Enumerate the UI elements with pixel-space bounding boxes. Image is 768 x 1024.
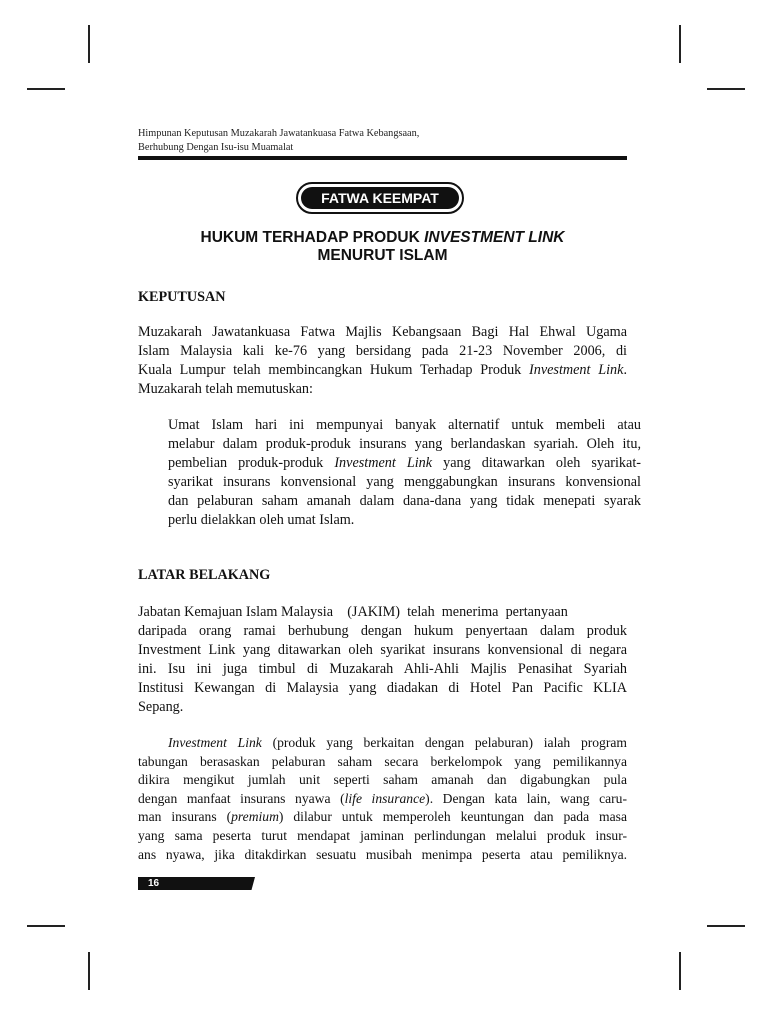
latar-paragraph-2 bbox=[138, 734, 627, 864]
header-rule bbox=[138, 156, 627, 160]
keputusan-line-1: Muzakarah Jawatankuasa Fatwa Majlis Kebangsaan Bagi Hal Ehwal Ugama bbox=[138, 324, 627, 340]
title-line-2: MENURUT ISLAM bbox=[317, 247, 448, 264]
latar-p2-line-4-prefix: dengan manfaat insurans nyawa ( bbox=[138, 790, 345, 806]
latar-p2-line-1-italic: Investment Link bbox=[168, 735, 262, 750]
decision-line-3-prefix: pembelian produk-produk bbox=[168, 455, 335, 471]
keputusan-paragraph bbox=[138, 323, 627, 399]
running-head bbox=[138, 127, 628, 155]
keputusan-line-3-italic: Investment Link bbox=[529, 362, 624, 378]
running-head-line-1: Himpunan Keputusan Muzakarah Jawatankuasa Fatwa Kebangsaan, bbox=[138, 128, 420, 139]
crop-mark-bottom-left-vertical bbox=[88, 952, 90, 990]
title-line-1-italic: INVESTMENT LINK bbox=[424, 229, 565, 246]
fatwa-badge bbox=[296, 182, 464, 214]
decision-line-3 bbox=[168, 454, 641, 473]
decision-line-2: melabur dalam produk-produk insurans yang berlandaskan syariah. Oleh itu, bbox=[168, 436, 641, 452]
latar-p1-line-3: Investment Link yang ditawarkan oleh syarikat insurans konvensional di negara bbox=[138, 642, 627, 658]
latar-p2-line-1-suffix: (produk yang berkaitan dengan pelaburan) ialah program bbox=[261, 735, 627, 750]
decision-line-5: dan pelaburan saham amanah dalam dana-dana yang tidak menepati syarak bbox=[168, 493, 641, 509]
latar-p2-line-1 bbox=[138, 734, 627, 753]
section-heading-keputusan: KEPUTUSAN bbox=[138, 289, 226, 305]
decision-line-3-suffix: yang ditawarkan oleh syarikat- bbox=[432, 455, 641, 471]
fatwa-badge-label: FATWA KEEMPAT bbox=[301, 187, 459, 209]
latar-p2-line-4-italic: life insurance bbox=[344, 790, 426, 806]
title-line-1-prefix: HUKUM TERHADAP PRODUK bbox=[200, 229, 425, 246]
latar-p1-line-5: Institusi Kewangan di Malaysia yang diadakan di Hotel Pan Pacific KLIA bbox=[138, 680, 627, 696]
latar-p2-line-5 bbox=[138, 808, 627, 827]
latar-p1-line-4: ini. Isu ini juga timbul di Muzakarah Ahli-Ahli Majlis Penasihat Syariah bbox=[138, 661, 627, 677]
latar-p2-line-4 bbox=[138, 790, 627, 809]
latar-p2-line-6: yang sama peserta turut mendapat jaminan perlindungan melalui produk insur- bbox=[138, 827, 627, 843]
crop-mark-top-right-horizontal bbox=[707, 88, 745, 90]
crop-mark-bottom-left-horizontal bbox=[27, 925, 65, 927]
keputusan-line-3 bbox=[138, 361, 627, 380]
latar-paragraph-1 bbox=[138, 603, 627, 717]
crop-mark-top-left-horizontal bbox=[27, 88, 65, 90]
page-title bbox=[138, 229, 627, 265]
keputusan-line-4: Muzakarah telah memutuskan: bbox=[138, 381, 313, 397]
crop-mark-top-right-vertical bbox=[679, 25, 681, 63]
page-number: 16 bbox=[148, 878, 160, 889]
latar-p2-line-5-prefix: man insurans ( bbox=[138, 809, 232, 825]
latar-p2-line-7: ans nyawa, jika ditakdirkan sesuatu musibah menimpa peserta atau pemiliknya. bbox=[138, 846, 627, 862]
keputusan-line-3-suffix: . bbox=[623, 362, 627, 378]
decision-line-3-italic: Investment Link bbox=[334, 455, 433, 471]
crop-mark-top-left-vertical bbox=[88, 25, 90, 63]
latar-p1-line-6: Sepang. bbox=[138, 699, 184, 715]
latar-p2-line-5-italic: premium bbox=[231, 809, 279, 825]
running-head-line-2: Berhubung Dengan Isu-isu Muamalat bbox=[138, 142, 294, 153]
latar-p2-line-4-suffix: ). Dengan kata lain, wang caru- bbox=[425, 790, 628, 806]
decision-line-4: syarikat insurans konvensional yang menggabungkan insurans konvensional bbox=[168, 474, 641, 490]
crop-mark-bottom-right-vertical bbox=[679, 952, 681, 990]
section-heading-latar-belakang: LATAR BELAKANG bbox=[138, 567, 271, 583]
keputusan-line-2: Islam Malaysia kali ke-76 yang bersidang pada 21-23 November 2006, di bbox=[138, 343, 627, 359]
latar-p2-line-5-suffix: ) dilabur untuk memperoleh keuntungan dan pada masa bbox=[278, 809, 627, 825]
latar-p2-line-2: tabungan berasaskan pelaburan saham secara berkelompok yang pemilikannya bbox=[138, 753, 627, 769]
latar-p2-line-3: dikira mengikut jumlah unit seperti saham amanah dan digabungkan pula bbox=[138, 772, 627, 788]
latar-p1-line-2: daripada orang ramai berhubung dengan hukum penyertaan dalam produk bbox=[138, 623, 627, 639]
crop-mark-bottom-right-horizontal bbox=[707, 925, 745, 927]
decision-line-1: Umat Islam hari ini mempunyai banyak alternatif untuk membeli atau bbox=[168, 417, 641, 433]
keputusan-line-3-prefix: Kuala Lumpur telah membincangkan Hukum Terhadap Produk bbox=[138, 362, 530, 378]
decision-line-6: perlu dielakkan oleh umat Islam. bbox=[168, 512, 355, 528]
decision-block bbox=[168, 416, 641, 530]
latar-p1-line-1: Jabatan Kemajuan Islam Malaysia (JAKIM) telah menerima pertanyaan bbox=[138, 604, 568, 620]
